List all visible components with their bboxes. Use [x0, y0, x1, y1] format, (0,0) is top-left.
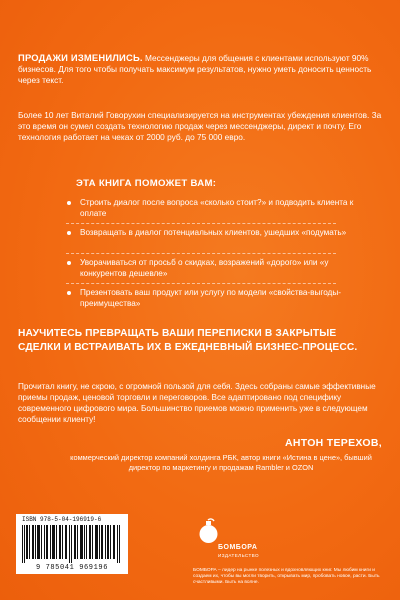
- list-item-text: Строить диалог после вопроса «сколько стоит?» и подводить клиента к оплате: [80, 198, 354, 218]
- bullet-icon: [67, 201, 71, 205]
- dashed-divider: [66, 253, 336, 254]
- barcode-digits: 9 785041 969196: [35, 564, 108, 572]
- dashed-divider: [66, 223, 336, 224]
- list-heading: ЭТА КНИГА ПОМОЖЕТ ВАМ:: [76, 178, 217, 189]
- publisher-note: БОМБОРА – лидер на рынке полезных и вдохновляющих книг. Мы любим книги и создаем их, чтобы вы могли творить, открывать мир, пробовать новое, расти. Быть счастливыми. Быть на волне.: [193, 568, 380, 586]
- review-quote: Прочитал книгу, не скрою, с огромной пользой для себя. Здесь собраны самые эффективные приемы продаж, ценовой торговли и переговоров. Все адаптировано под специфику современного цифрового мира. Большинство приемов можно применить уже в следующем сообщении клиенту!: [18, 382, 376, 424]
- intro-text: Мессенджеры для общения с клиентами используют 90% бизнесов. Для того чтобы получать максимум результатов, нужно уметь доносить ценность через текст.: [18, 53, 372, 86]
- review-author-name: АНТОН ТЕРЕХОВ,: [284, 437, 382, 449]
- bullet-icon: [67, 291, 71, 295]
- intro-paragraph: [18, 52, 382, 87]
- list-item-text: Презентовать ваш продукт или услугу по модели «свойства-выгоды-преимущества»: [80, 288, 341, 308]
- dashed-divider: [66, 283, 336, 284]
- list-item: [66, 258, 366, 288]
- publisher-name: БОМБОРА: [218, 544, 258, 551]
- isbn-text: ISBN 978-5-04-196919-6: [22, 516, 102, 523]
- list-item-text: Уворачиваться от просьб о скидках, возражений «дорого» или «у конкурентов дешевле»: [80, 258, 329, 278]
- publisher-sub: ИЗДАТЕЛЬСТВО: [218, 553, 259, 558]
- intro-lead: ПРОДАЖИ ИЗМЕНИЛИСЬ.: [18, 52, 143, 63]
- barcode-bars: [22, 525, 122, 563]
- list-item: [66, 288, 366, 318]
- call-to-action: НАУЧИТЕСЬ ПРЕВРАЩАТЬ ВАШИ ПЕРЕПИСКИ В ЗАКРЫТЫЕ СДЕЛКИ И ВСТРАИВАТЬ ИХ В ЕЖЕДНЕВНЫЙ БИЗНЕС-ПРОЦЕСС.: [18, 328, 358, 353]
- bullet-icon: [67, 231, 71, 235]
- list-item: [66, 198, 366, 228]
- author-paragraph: Более 10 лет Виталий Говорухин специализируется на инструментах убеждения клиентов. За это время он сумел создать технологию продаж через мессенджеры, директ и почту. Его технология работает на чеках от 2000 руб. до 75 000 евро.: [18, 110, 382, 143]
- bullet-icon: [67, 261, 71, 265]
- list-item: [66, 228, 366, 258]
- bomb-icon: [197, 516, 219, 546]
- list-item-text: Возвращать в диалог потенциальных клиентов, ушедших «подумать»: [80, 228, 347, 237]
- barcode: [16, 514, 128, 574]
- review-author-description: коммерческий директор компаний холдинга РБК, автор книги «Истина в цене», бывший директор по маркетингу и продажам Rambler и OZON: [70, 453, 372, 472]
- benefits-list: [66, 198, 366, 318]
